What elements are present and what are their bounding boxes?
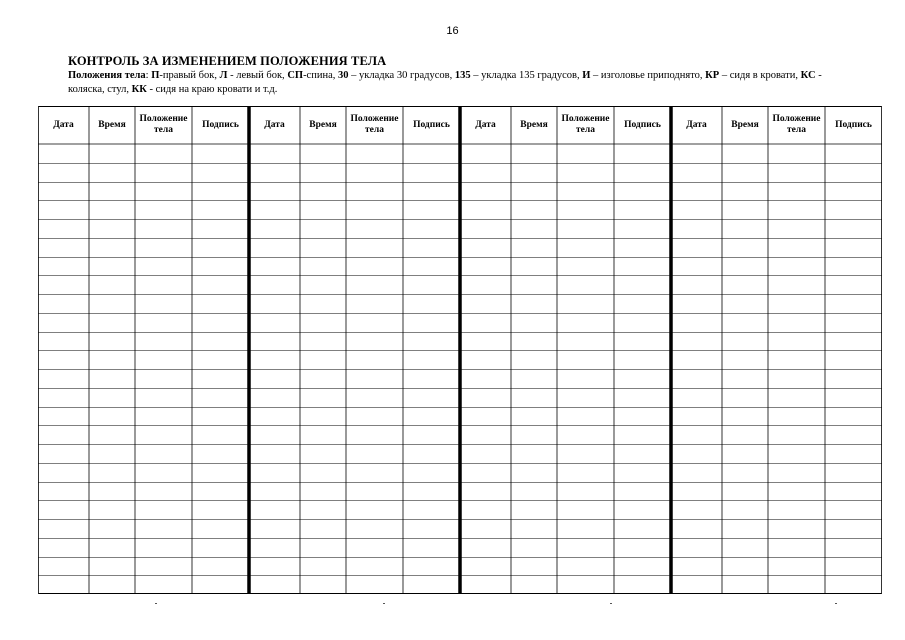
column-header: Время xyxy=(309,119,337,130)
column-header: Подпись xyxy=(413,119,450,130)
column-header: Подпись xyxy=(624,119,661,130)
scan-speck xyxy=(610,603,612,604)
legend-text: - левый бок, xyxy=(227,70,288,81)
legend-text: -спина, xyxy=(303,70,338,81)
legend-code: КР xyxy=(705,70,720,81)
column-header: Положение тела xyxy=(139,114,188,135)
legend-text: – укладка 30 градусов, xyxy=(348,70,455,81)
legend-code: 135 xyxy=(454,70,471,81)
legend-text: – изголовье приподнято, xyxy=(590,70,706,81)
position-legend xyxy=(68,69,858,97)
scan-speck xyxy=(155,603,157,604)
legend-code: П xyxy=(151,70,160,81)
legend-text: - сидя на краю кровати и т.д. xyxy=(146,84,278,95)
page-number: 16 xyxy=(446,25,459,37)
scan-speck xyxy=(383,603,385,604)
column-header: Время xyxy=(731,119,759,130)
column-header: Дата xyxy=(264,119,285,130)
legend-text: : xyxy=(145,70,152,81)
legend-code: Л xyxy=(219,70,228,81)
legend-text: – укладка 135 градусов, xyxy=(470,70,583,81)
column-header: Подпись xyxy=(202,119,239,130)
column-header: Подпись xyxy=(835,119,872,130)
legend-code: И xyxy=(582,70,591,81)
legend-code: КС xyxy=(800,70,816,81)
column-header: Дата xyxy=(686,119,707,130)
column-header: Время xyxy=(98,119,126,130)
legend-code: КК xyxy=(131,84,147,95)
legend-code: 30 xyxy=(338,70,349,81)
legend-text: -правый бок, xyxy=(159,70,220,81)
scan-speck xyxy=(835,603,837,604)
position-log-table xyxy=(38,106,882,594)
column-header: Время xyxy=(520,119,548,130)
legend-code: Положения тела xyxy=(68,70,146,81)
legend-code: СП xyxy=(287,70,304,81)
column-header: Положение тела xyxy=(772,114,821,135)
table-grid-lines xyxy=(38,106,882,594)
legend-text: – сидя в кровати, xyxy=(719,70,801,81)
legend-text: - коляска, стул, xyxy=(68,70,822,95)
column-header: Дата xyxy=(475,119,496,130)
column-header: Положение тела xyxy=(561,114,610,135)
column-header: Положение тела xyxy=(350,114,399,135)
column-header: Дата xyxy=(53,119,74,130)
page-title: КОНТРОЛЬ ЗА ИЗМЕНЕНИЕМ ПОЛОЖЕНИЯ ТЕЛА xyxy=(68,54,387,68)
